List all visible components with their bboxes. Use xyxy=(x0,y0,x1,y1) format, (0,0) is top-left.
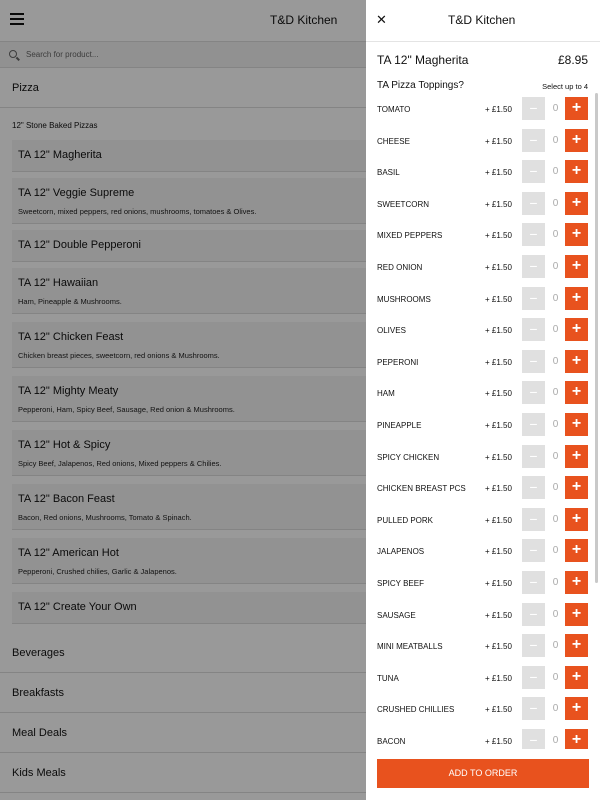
topping-price: + £1.50 xyxy=(485,231,512,241)
topping-quantity: 0 xyxy=(552,545,559,557)
category-label: Kids Meals xyxy=(12,767,66,779)
topping-quantity: 0 xyxy=(552,324,559,336)
topping-price: + £1.50 xyxy=(485,515,512,525)
decrement-button[interactable]: − xyxy=(522,129,545,152)
increment-button[interactable]: + xyxy=(565,634,588,657)
menu-item-name: TA 12" Chicken Feast xyxy=(18,331,124,343)
decrement-button[interactable]: − xyxy=(522,97,545,120)
topping-row xyxy=(366,125,600,157)
topping-row xyxy=(366,535,600,567)
topping-name: BASIL xyxy=(377,168,400,178)
increment-button[interactable]: + xyxy=(565,223,588,246)
topping-quantity: 0 xyxy=(552,419,559,430)
topping-quantity: 0 xyxy=(552,671,559,683)
topping-quantity: 0 xyxy=(552,229,559,241)
topping-row xyxy=(366,283,600,315)
decrement-button[interactable]: − xyxy=(522,508,545,531)
topping-name: CHEESE xyxy=(377,136,410,146)
category-label: Beverages xyxy=(12,647,65,659)
topping-quantity: 0 xyxy=(552,261,559,272)
topping-row xyxy=(366,314,600,346)
increment-button[interactable]: + xyxy=(565,129,588,152)
increment-button[interactable]: + xyxy=(565,160,588,183)
increment-button[interactable]: + xyxy=(565,255,588,278)
topping-quantity: 0 xyxy=(552,355,559,367)
decrement-button[interactable]: − xyxy=(522,729,545,749)
toppings-section-title: TA Pizza Toppings? xyxy=(377,80,464,91)
increment-button[interactable]: + xyxy=(565,192,588,215)
topping-quantity: 0 xyxy=(552,608,559,620)
topping-name: SWEETCORN xyxy=(377,199,429,209)
topping-row xyxy=(366,251,600,283)
topping-quantity: 0 xyxy=(552,292,559,304)
topping-price: + £1.50 xyxy=(485,484,512,494)
topping-price: + £1.50 xyxy=(485,136,512,146)
topping-row xyxy=(366,504,600,536)
topping-name: PINEAPPLE xyxy=(377,421,422,430)
topping-price: + £1.50 xyxy=(485,263,512,272)
topping-row xyxy=(366,188,600,220)
decrement-button[interactable]: − xyxy=(522,539,545,562)
menu-item-name: TA 12" Create Your Own xyxy=(18,601,137,613)
increment-button[interactable]: + xyxy=(565,476,588,499)
decrement-button[interactable]: − xyxy=(522,223,545,246)
decrement-button[interactable]: − xyxy=(522,476,545,499)
increment-button[interactable]: + xyxy=(565,413,588,436)
product-name: TA 12" Magherita xyxy=(377,53,469,67)
product-price: £8.95 xyxy=(557,53,588,67)
topping-price: + £1.50 xyxy=(485,294,512,304)
increment-button[interactable]: + xyxy=(565,603,588,626)
decrement-button[interactable]: − xyxy=(522,381,545,404)
topping-row xyxy=(366,725,600,749)
topping-price: + £1.50 xyxy=(485,199,512,209)
increment-button[interactable]: + xyxy=(565,97,588,120)
increment-button[interactable]: + xyxy=(565,539,588,562)
increment-button[interactable]: + xyxy=(565,381,588,404)
topping-row xyxy=(366,599,600,631)
menu-item-description: Pepperoni, Ham, Spicy Beef, Sausage, Red onion & Mushrooms. xyxy=(18,405,235,414)
increment-button[interactable]: + xyxy=(565,350,588,373)
menu-item-name: TA 12" Double Pepperoni xyxy=(18,239,141,251)
menu-item-name: TA 12" American Hot xyxy=(18,547,119,559)
topping-price: + £1.50 xyxy=(485,168,512,178)
topping-name: OLIVES xyxy=(377,326,406,336)
topping-name: PULLED PORK xyxy=(377,515,434,525)
decrement-button[interactable]: − xyxy=(522,318,545,341)
topping-quantity: 0 xyxy=(552,387,559,399)
topping-row xyxy=(366,346,600,378)
subcategory-heading: 12" Stone Baked Pizzas xyxy=(12,121,98,130)
topping-name: CRUSHED CHILLIES xyxy=(377,705,455,715)
topping-row xyxy=(366,219,600,251)
menu-item-description: Ham, Pineapple & Mushrooms. xyxy=(18,297,122,306)
decrement-button[interactable]: − xyxy=(522,571,545,594)
topping-name: HAM xyxy=(377,389,395,399)
increment-button[interactable]: + xyxy=(565,287,588,310)
topping-row xyxy=(366,693,600,725)
topping-price: + £1.50 xyxy=(485,673,512,683)
topping-row xyxy=(366,156,600,188)
toppings-list[interactable] xyxy=(366,93,600,749)
decrement-button[interactable]: − xyxy=(522,445,545,468)
topping-name: MIXED PEPPERS xyxy=(377,231,443,241)
increment-button[interactable]: + xyxy=(565,571,588,594)
topping-price: + £1.50 xyxy=(485,642,512,652)
topping-price: + £1.50 xyxy=(485,326,512,336)
topping-row xyxy=(366,377,600,409)
decrement-button[interactable]: − xyxy=(522,192,545,215)
topping-quantity: 0 xyxy=(552,134,559,146)
decrement-button[interactable]: − xyxy=(522,603,545,626)
topping-row xyxy=(366,441,600,473)
increment-button[interactable]: + xyxy=(565,666,588,689)
product-options-drawer xyxy=(366,0,600,800)
topping-name: SPICY CHICKEN xyxy=(377,452,440,462)
topping-name: JALAPENOS xyxy=(377,547,425,557)
increment-button[interactable]: + xyxy=(565,508,588,531)
topping-name: SPICY BEEF xyxy=(377,579,424,588)
topping-row xyxy=(366,567,600,599)
topping-price: + £1.50 xyxy=(485,452,512,462)
app-title: T&D Kitchen xyxy=(270,13,338,27)
decrement-button[interactable]: − xyxy=(522,287,545,310)
topping-quantity: 0 xyxy=(552,703,559,715)
decrement-button[interactable]: − xyxy=(522,350,545,373)
menu-item-name: TA 12" Bacon Feast xyxy=(18,493,115,505)
menu-item-description: Chicken breast pieces, sweetcorn, red onions & Mushrooms. xyxy=(18,351,220,360)
search-input[interactable]: Search for product... xyxy=(26,50,99,59)
drawer-title: T&D Kitchen xyxy=(448,13,516,27)
topping-name: RED ONION xyxy=(377,263,423,272)
topping-row xyxy=(366,93,600,125)
topping-quantity: 0 xyxy=(552,735,559,746)
topping-name: SAUSAGE xyxy=(377,610,416,620)
topping-quantity: 0 xyxy=(552,450,559,462)
topping-price: + £1.50 xyxy=(485,547,512,557)
decrement-button[interactable]: − xyxy=(522,666,545,689)
menu-item-name: TA 12" Hot & Spicy xyxy=(18,439,111,451)
menu-item-name: TA 12" Magherita xyxy=(18,149,102,161)
increment-button[interactable]: + xyxy=(565,445,588,468)
toppings-scrollbar[interactable] xyxy=(595,93,598,583)
topping-quantity: 0 xyxy=(552,482,559,494)
topping-price: + £1.50 xyxy=(485,357,512,367)
topping-price: + £1.50 xyxy=(485,389,512,399)
topping-price: + £1.50 xyxy=(485,737,512,746)
topping-quantity: 0 xyxy=(552,103,559,114)
topping-name: PEPERONI xyxy=(377,357,419,367)
menu-item-description: Sweetcorn, mixed peppers, red onions, mushrooms, tomatoes & Olives. xyxy=(18,207,257,216)
topping-row xyxy=(366,662,600,694)
close-icon[interactable]: ✕ xyxy=(376,12,387,27)
menu-item-description: Bacon, Red onions, Mushrooms, Tomato & Spinach. xyxy=(18,513,192,522)
topping-price: + £1.50 xyxy=(485,579,512,588)
increment-button[interactable]: + xyxy=(565,697,588,720)
toppings-limit-hint: Select up to 4 xyxy=(542,82,588,91)
topping-price: + £1.50 xyxy=(485,421,512,430)
topping-name: MUSHROOMS xyxy=(377,294,431,304)
topping-quantity: 0 xyxy=(552,197,559,209)
increment-button[interactable]: + xyxy=(565,729,588,749)
topping-row xyxy=(366,630,600,662)
menu-item-name: TA 12" Veggie Supreme xyxy=(18,187,135,199)
topping-row xyxy=(366,472,600,504)
topping-price: + £1.50 xyxy=(485,105,512,114)
topping-name: TUNA xyxy=(377,673,399,683)
topping-quantity: 0 xyxy=(552,513,559,525)
menu-item-name: TA 12" Mighty Meaty xyxy=(18,385,119,397)
topping-price: + £1.50 xyxy=(485,610,512,620)
increment-button[interactable]: + xyxy=(565,318,588,341)
drawer-header xyxy=(366,0,600,42)
decrement-button[interactable]: − xyxy=(522,634,545,657)
topping-name: CHICKEN BREAST PCS xyxy=(377,484,466,494)
decrement-button[interactable]: − xyxy=(522,255,545,278)
decrement-button[interactable]: − xyxy=(522,697,545,720)
decrement-button[interactable]: − xyxy=(522,413,545,436)
topping-name: BACON xyxy=(377,737,406,746)
add-to-order-button[interactable]: ADD TO ORDER xyxy=(377,759,589,788)
menu-item-description: Spicy Beef, Jalapenos, Red onions, Mixed peppers & Chilies. xyxy=(18,459,222,468)
decrement-button[interactable]: − xyxy=(522,160,545,183)
topping-price: + £1.50 xyxy=(485,705,512,715)
menu-item-name: TA 12" Hawaiian xyxy=(18,277,99,289)
topping-name: MINI MEATBALLS xyxy=(377,642,443,652)
category-label: Breakfasts xyxy=(12,687,64,699)
category-label: Meal Deals xyxy=(12,727,68,739)
topping-quantity: 0 xyxy=(552,577,559,588)
topping-quantity: 0 xyxy=(552,166,559,178)
topping-quantity: 0 xyxy=(552,640,559,652)
category-label: Pizza xyxy=(12,82,39,94)
menu-item-description: Pepperoni, Crushed chilies, Garlic & Jalapenos. xyxy=(18,567,177,576)
topping-row xyxy=(366,409,600,441)
topping-name: TOMATO xyxy=(377,105,411,114)
